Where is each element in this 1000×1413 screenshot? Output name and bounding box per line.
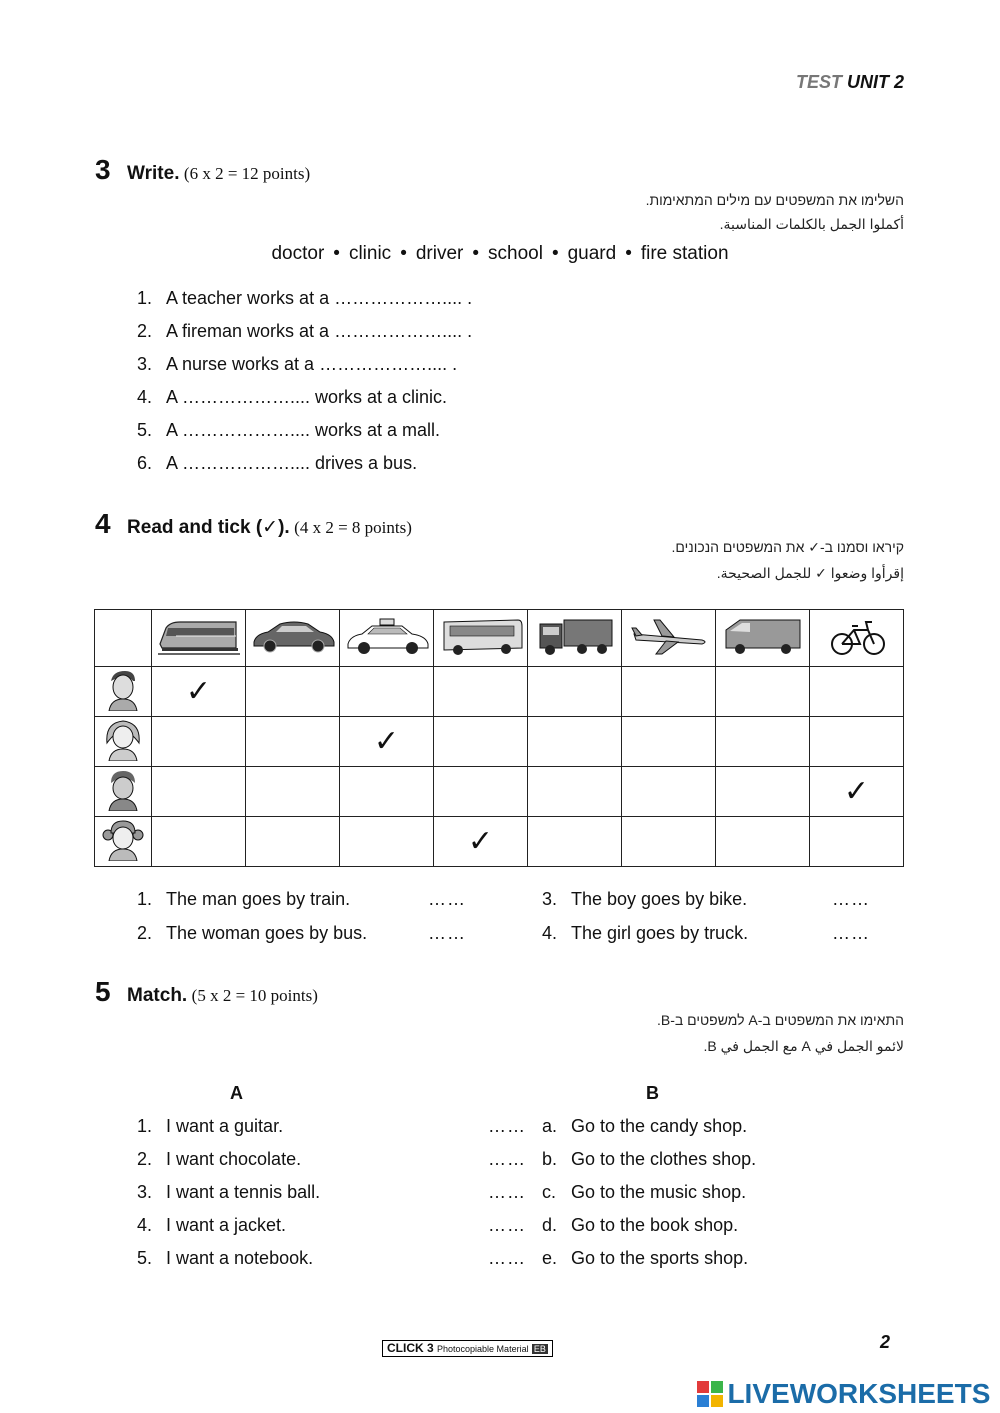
item-text: Go to the candy shop. [571, 1116, 748, 1136]
list-item [542, 1116, 756, 1149]
train-icon [156, 614, 242, 658]
tick-cell[interactable] [340, 767, 434, 817]
person-cell-woman [95, 717, 152, 767]
tick-cell[interactable] [246, 667, 340, 717]
item-number: 3. [542, 889, 558, 909]
section3-number: 3 [95, 154, 111, 185]
section4-number: 4 [95, 508, 111, 539]
answer-blank[interactable]: …… [488, 1248, 526, 1268]
list-item[interactable] [137, 288, 472, 321]
person-cell-boy [95, 767, 152, 817]
item-number: 3. [137, 354, 153, 374]
tick-mark: ✓ [373, 724, 400, 759]
list-item [137, 923, 367, 944]
tick-cell[interactable] [810, 767, 904, 817]
section3-instruction-hebrew: השלימו את המשפטים עם מילים המתאימות. [645, 192, 904, 208]
list-item [137, 1215, 320, 1248]
tick-cell[interactable] [810, 817, 904, 867]
tick-cell[interactable] [810, 667, 904, 717]
list-item [137, 1182, 320, 1215]
vehicle-cell-bus [434, 610, 528, 667]
section3-heading [95, 154, 310, 186]
word-bank-word: doctor [271, 243, 325, 264]
item-letter: e. [542, 1248, 558, 1268]
word-bank-word: driver [415, 243, 464, 264]
bus-icon [438, 614, 524, 658]
word-bank-word: guard [567, 243, 617, 264]
list-item [542, 1149, 756, 1182]
footer-material: Photocopiable Material [437, 1344, 529, 1354]
list-item [542, 923, 748, 944]
car-icon [250, 614, 336, 658]
test-unit-header [796, 72, 904, 93]
item-text: Go to the music shop. [571, 1182, 747, 1202]
tick-cell[interactable] [622, 667, 716, 717]
section5-points: (5 x 2 = 10 points) [191, 986, 318, 1005]
item-number: 1. [137, 889, 153, 909]
item-number: 5. [137, 420, 153, 440]
list-item [137, 1149, 320, 1182]
tick-cell[interactable] [716, 817, 810, 867]
tick-cell[interactable] [622, 767, 716, 817]
tick-mark: ✓ [467, 824, 494, 859]
vehicle-cell-car [246, 610, 340, 667]
man-icon [101, 667, 145, 711]
bullet: • [400, 243, 407, 264]
vehicle-cell-bike [810, 610, 904, 667]
vehicle-cell-truck [528, 610, 622, 667]
tick-cell[interactable] [340, 717, 434, 767]
answer-blank[interactable]: …… [488, 1116, 526, 1136]
item-text: A teacher works at a ……………….... . [166, 288, 473, 308]
item-letter: d. [542, 1215, 558, 1235]
answer-blank[interactable]: …… [428, 889, 466, 909]
tick-cell[interactable] [810, 717, 904, 767]
item-text: A ……………….... works at a clinic. [166, 387, 448, 407]
item-text: I want a guitar. [166, 1116, 284, 1136]
vehicle-tick-table [94, 609, 904, 867]
list-item [137, 889, 350, 910]
section3-points: (6 x 2 = 12 points) [183, 164, 311, 183]
answer-blank[interactable]: …… [488, 1215, 526, 1235]
section5-heading [95, 976, 318, 1008]
match-column-a [137, 1116, 320, 1281]
item-text: I want a notebook. [166, 1248, 314, 1268]
taxi-icon [344, 614, 430, 658]
item-number: 2. [137, 923, 153, 943]
section4-instruction-hebrew: קיראו וסמנו ב-✓ את המשפטים הנכונים. [671, 539, 904, 555]
tick-cell[interactable] [152, 717, 246, 767]
item-text: The girl goes by truck. [571, 923, 749, 943]
corner-cell [95, 610, 152, 667]
item-number: 1. [137, 1116, 153, 1136]
section5-title: Match. [127, 985, 188, 1006]
person-cell-man [95, 667, 152, 717]
bike-icon [814, 614, 900, 658]
tick-cell[interactable] [434, 817, 528, 867]
answer-blank[interactable]: …… [832, 923, 870, 943]
section4-heading [95, 508, 412, 540]
tick-cell[interactable] [152, 767, 246, 817]
tick-cell[interactable] [528, 817, 622, 867]
tick-cell[interactable] [528, 717, 622, 767]
item-number: 6. [137, 453, 153, 473]
item-text: I want a jacket. [166, 1215, 287, 1235]
item-text: A ……………….... drives a bus. [166, 453, 418, 473]
item-number: 2. [137, 1149, 153, 1169]
section4-title: Read and tick (✓). [127, 517, 290, 538]
section5-number: 5 [95, 976, 111, 1007]
header-unit: UNIT 2 [846, 72, 904, 92]
section5-instruction-arabic: لائمو الجمل في A مع الجمل في B. [703, 1038, 904, 1054]
list-item [542, 889, 747, 910]
page-number: 2 [880, 1332, 891, 1352]
item-number: 2. [137, 321, 153, 341]
liveworksheets-logo-icon [697, 1381, 723, 1407]
tick-cell[interactable] [152, 667, 246, 717]
answer-blank[interactable]: …… [488, 1149, 526, 1169]
item-number: 4. [137, 387, 153, 407]
woman-icon [101, 717, 145, 761]
section4-instruction-arabic: إقرأوا وضعوا ✓ للجمل الصحيحة. [716, 565, 904, 581]
word-bank-word: fire station [640, 243, 729, 264]
bullet: • [333, 243, 340, 264]
tick-cell[interactable] [152, 817, 246, 867]
tick-cell[interactable] [434, 667, 528, 717]
bullet: • [551, 243, 559, 264]
item-text: I want a tennis ball. [166, 1182, 321, 1202]
vehicle-cell-van [716, 610, 810, 667]
item-text: A ……………….... works at a mall. [166, 420, 441, 440]
vehicle-cell-train [152, 610, 246, 667]
tick-cell[interactable] [246, 817, 340, 867]
list-item [137, 1248, 320, 1281]
match-column-b [542, 1116, 756, 1281]
footer-brand: CLICK 3 [387, 1341, 434, 1355]
answer-blank[interactable]: …… [488, 1182, 526, 1202]
tick-cell[interactable] [716, 717, 810, 767]
list-item[interactable] [137, 420, 472, 453]
bullet: • [625, 243, 632, 264]
person-cell-girl [95, 817, 152, 867]
tick-cell[interactable] [246, 767, 340, 817]
item-text: I want chocolate. [166, 1149, 302, 1169]
tick-cell[interactable] [622, 717, 716, 767]
item-text: The boy goes by bike. [571, 889, 748, 909]
answer-blank[interactable]: …… [832, 889, 870, 909]
tick-mark: ✓ [185, 674, 212, 709]
item-text: The man goes by train. [166, 889, 351, 909]
footer-brand-box [382, 1340, 553, 1357]
list-item[interactable] [137, 453, 472, 486]
word-bank-word: school [488, 243, 543, 264]
tick-cell[interactable] [716, 667, 810, 717]
liveworksheets-logo[interactable] [697, 1378, 990, 1410]
item-letter: b. [542, 1149, 558, 1169]
item-number: 5. [137, 1248, 153, 1268]
boy-icon [101, 767, 145, 811]
list-item [542, 1182, 756, 1215]
van-icon [720, 614, 806, 658]
tick-cell[interactable] [622, 817, 716, 867]
item-letter: c. [542, 1182, 557, 1202]
header-test: TEST [795, 72, 842, 92]
item-text: Go to the book shop. [571, 1215, 739, 1235]
bullet: • [472, 243, 480, 264]
tick-cell[interactable] [340, 817, 434, 867]
section3-title: Write. [127, 163, 180, 184]
section3-list [137, 288, 472, 486]
item-number: 3. [137, 1182, 153, 1202]
list-item [542, 1215, 756, 1248]
vehicle-cell-taxi [340, 610, 434, 667]
item-number: 4. [137, 1215, 153, 1235]
list-item[interactable] [137, 321, 472, 354]
word-bank [0, 243, 1000, 265]
tick-cell[interactable] [528, 667, 622, 717]
word-bank-word: clinic [348, 243, 392, 264]
tick-cell[interactable] [246, 717, 340, 767]
tick-cell[interactable] [528, 767, 622, 817]
section5-instruction-hebrew: התאימו את המשפטים ב-A למשפטים ב-B. [657, 1012, 904, 1028]
tick-cell[interactable] [434, 767, 528, 817]
column-b-header: B [646, 1083, 659, 1103]
tick-cell[interactable] [434, 717, 528, 767]
tick-cell[interactable] [716, 767, 810, 817]
column-a-header: A [230, 1083, 243, 1103]
liveworksheets-wordmark: LIVEWORKSHEETS [727, 1378, 991, 1409]
match-blanks [488, 1116, 526, 1281]
item-text: Go to the sports shop. [571, 1248, 749, 1268]
truck-icon [532, 614, 618, 658]
item-text: Go to the clothes shop. [571, 1149, 757, 1169]
girl-icon [101, 817, 145, 861]
list-item[interactable] [137, 387, 472, 420]
tick-mark: ✓ [843, 774, 870, 809]
item-number: 4. [542, 923, 558, 943]
list-item[interactable] [137, 354, 472, 387]
list-item [542, 1248, 756, 1281]
plane-icon [626, 614, 712, 658]
item-text: A nurse works at a ……………….... . [166, 354, 458, 374]
list-item [137, 1116, 320, 1149]
section3-instruction-arabic: أكملوا الجمل بالكلمات المناسبة. [719, 216, 904, 232]
section4-points: (4 x 2 = 8 points) [294, 518, 412, 537]
item-letter: a. [542, 1116, 558, 1136]
item-text: A fireman works at a ……………….... . [166, 321, 473, 341]
tick-cell[interactable] [340, 667, 434, 717]
publisher-logo: EB [533, 1344, 546, 1354]
vehicle-cell-plane [622, 610, 716, 667]
answer-blank[interactable]: …… [428, 923, 466, 943]
item-text: The woman goes by bus. [166, 923, 368, 943]
item-number: 1. [137, 288, 153, 308]
